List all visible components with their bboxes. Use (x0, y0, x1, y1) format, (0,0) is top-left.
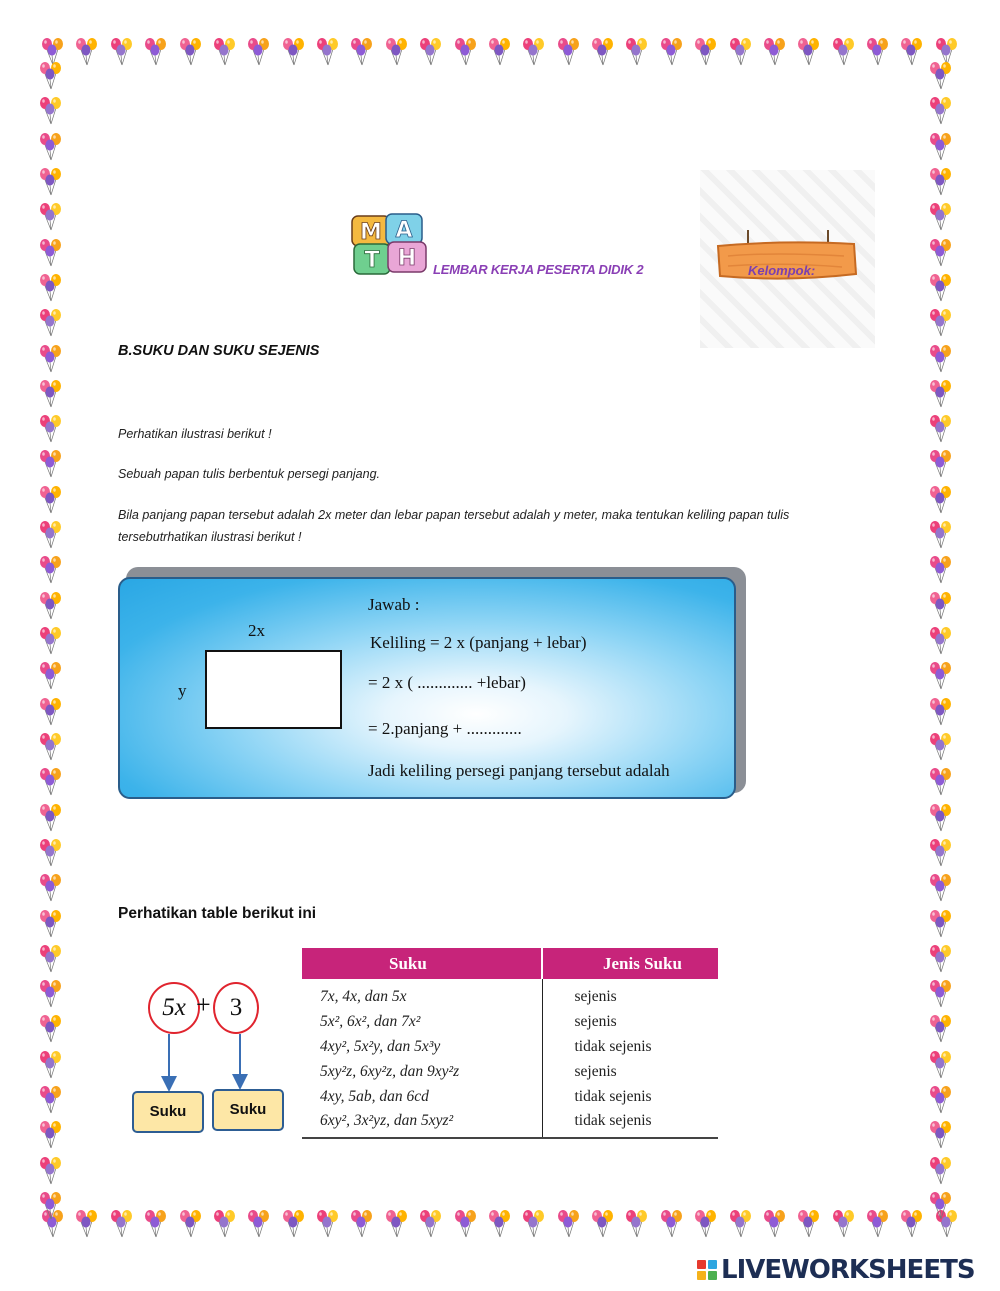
balloon-icon (36, 802, 66, 832)
balloon-icon (926, 1084, 956, 1114)
balloon-icon (36, 484, 66, 514)
balloon-icon (416, 36, 446, 66)
balloon-icon (36, 307, 66, 337)
balloon-icon (657, 36, 687, 66)
balloon-icon (485, 1208, 515, 1238)
balloon-icon (794, 36, 824, 66)
balloon-border-right (926, 60, 956, 1220)
liveworksheets-logo-icon (697, 1260, 717, 1280)
answer-line-2: = 2 x ( ............. +lebar) (368, 673, 526, 692)
balloon-icon (107, 1208, 137, 1238)
table-row (302, 1084, 718, 1109)
balloon-icon (622, 1208, 652, 1238)
balloon-icon (382, 36, 412, 66)
rect-height-label: y (178, 681, 187, 700)
cell-suku: 6xy², 3x²yz, dan 5xyz² (302, 1109, 542, 1138)
table-header-row (302, 948, 718, 979)
balloon-icon (36, 1190, 66, 1220)
cell-jenis: sejenis (574, 1012, 617, 1030)
balloon-icon (36, 237, 66, 267)
logo-letter-t: T (364, 248, 380, 273)
cell-suku: 4xy, 5ab, dan 6cd (302, 1084, 542, 1109)
balloon-icon (554, 36, 584, 66)
balloon-icon (691, 1208, 721, 1238)
expression-diagram (128, 976, 293, 1141)
balloon-icon (760, 1208, 790, 1238)
balloon-icon (36, 519, 66, 549)
balloon-icon (36, 590, 66, 620)
balloon-icon (36, 625, 66, 655)
group-sign (700, 170, 875, 348)
balloon-icon (726, 36, 756, 66)
table-row (302, 979, 718, 1009)
logo-letter-a: A (395, 218, 413, 243)
balloon-icon (794, 1208, 824, 1238)
balloon-icon (926, 731, 956, 761)
cell-jenis: sejenis (574, 987, 617, 1005)
table-row (302, 1009, 718, 1034)
balloon-icon (36, 837, 66, 867)
cell-suku: 4xy², 5x²y, dan 5x³y (302, 1034, 542, 1059)
balloon-icon (36, 660, 66, 690)
balloon-icon (863, 1208, 893, 1238)
balloon-icon (36, 448, 66, 478)
balloon-icon (926, 484, 956, 514)
balloon-icon (622, 36, 652, 66)
math-logo-icon (350, 212, 432, 276)
balloon-icon (36, 872, 66, 902)
balloon-icon (926, 837, 956, 867)
balloon-icon (36, 1049, 66, 1079)
balloon-icon (416, 1208, 446, 1238)
balloon-icon (926, 1049, 956, 1079)
logo-letter-m: M (360, 220, 382, 245)
cell-jenis: sejenis (574, 1062, 617, 1080)
balloon-icon (926, 1155, 956, 1185)
paragraph-2: Sebuah papan tulis berbentuk persegi panjang. (118, 467, 381, 481)
paragraph-1: Perhatikan ilustrasi berikut ! (118, 427, 272, 441)
worksheet-title: LEMBAR KERJA PESERTA DIDIK 2 (433, 262, 644, 277)
balloon-icon (347, 1208, 377, 1238)
balloon-icon (926, 448, 956, 478)
balloon-icon (347, 36, 377, 66)
balloon-icon (926, 766, 956, 796)
balloon-icon (863, 36, 893, 66)
logo-square-e (708, 1271, 717, 1280)
balloon-icon (210, 36, 240, 66)
balloon-icon (279, 36, 309, 66)
balloon-icon (244, 1208, 274, 1238)
balloon-icon (926, 343, 956, 373)
logo-square-l (697, 1260, 706, 1269)
balloon-icon (141, 1208, 171, 1238)
column-header-jenis: Jenis Suku (542, 948, 718, 979)
plus-operator: + (196, 990, 211, 1019)
cell-suku: 7x, 4x, dan 5x (302, 979, 542, 1009)
balloon-icon (926, 554, 956, 584)
balloon-icon (141, 36, 171, 66)
balloon-icon (926, 378, 956, 408)
balloon-icon (451, 36, 481, 66)
balloon-icon (760, 36, 790, 66)
balloon-icon (313, 1208, 343, 1238)
balloon-icon (926, 590, 956, 620)
balloon-icon (36, 95, 66, 125)
balloon-icon (36, 731, 66, 761)
section-title: B.SUKU DAN SUKU SEJENIS (118, 343, 320, 359)
balloon-icon (926, 908, 956, 938)
balloon-icon (926, 943, 956, 973)
balloon-icon (36, 908, 66, 938)
group-label: Kelompok: (748, 263, 816, 278)
balloon-icon (926, 60, 956, 90)
balloon-border-top (38, 36, 962, 66)
balloon-icon (36, 343, 66, 373)
balloon-icon (554, 1208, 584, 1238)
balloon-icon (926, 413, 956, 443)
illustration-panel (118, 577, 736, 799)
suku-box-1: Suku (132, 1091, 204, 1133)
logo-letter-h: H (397, 246, 417, 271)
balloon-icon (926, 872, 956, 902)
balloon-icon (926, 272, 956, 302)
suku-box-2: Suku (212, 1089, 284, 1131)
balloon-icon (279, 1208, 309, 1238)
cell-suku: 5xy²z, 6xy²z, dan 9xy²z (302, 1059, 542, 1084)
term-1: 5x (162, 994, 186, 1021)
answer-heading: Jawab : (368, 595, 420, 614)
balloon-icon (36, 1013, 66, 1043)
balloon-icon (926, 696, 956, 726)
balloon-icon (897, 1208, 927, 1238)
balloon-icon (451, 1208, 481, 1238)
terms-table (302, 948, 718, 1139)
answer-line-1: Keliling = 2 x (panjang + lebar) (370, 633, 587, 652)
balloon-icon (926, 1013, 956, 1043)
balloon-icon (313, 36, 343, 66)
balloon-icon (36, 1119, 66, 1149)
balloon-icon (726, 1208, 756, 1238)
balloon-icon (657, 1208, 687, 1238)
balloon-icon (519, 36, 549, 66)
balloon-icon (926, 201, 956, 231)
balloon-icon (36, 378, 66, 408)
balloon-icon (36, 696, 66, 726)
balloon-icon (485, 36, 515, 66)
balloon-icon (36, 943, 66, 973)
balloon-icon (210, 1208, 240, 1238)
balloon-icon (36, 413, 66, 443)
cell-jenis: tidak sejenis (574, 1087, 652, 1105)
balloon-icon (926, 131, 956, 161)
balloon-icon (926, 978, 956, 1008)
balloon-icon (926, 166, 956, 196)
table-row (302, 1059, 718, 1084)
table-row (302, 1034, 718, 1059)
table-heading: Perhatikan table berikut ini (118, 905, 317, 922)
balloon-icon (36, 1084, 66, 1114)
balloon-icon (382, 1208, 412, 1238)
balloon-icon (588, 36, 618, 66)
balloon-icon (36, 201, 66, 231)
logo-square-i (708, 1260, 717, 1269)
balloon-icon (72, 36, 102, 66)
balloon-icon (829, 1208, 859, 1238)
balloon-border-bottom (38, 1208, 962, 1238)
balloon-icon (176, 1208, 206, 1238)
balloon-icon (926, 307, 956, 337)
balloon-icon (36, 131, 66, 161)
logo-square-v (697, 1271, 706, 1280)
balloon-icon (926, 625, 956, 655)
table-row (302, 1109, 718, 1138)
rect-width-label: 2x (248, 621, 265, 640)
liveworksheets-watermark (697, 1255, 975, 1285)
balloon-icon (72, 1208, 102, 1238)
balloon-icon (36, 272, 66, 302)
watermark-text: LIVEWORKSHEETS (721, 1255, 975, 1285)
balloon-icon (36, 1155, 66, 1185)
balloon-icon (897, 36, 927, 66)
column-header-suku: Suku (302, 948, 542, 979)
balloon-icon (244, 36, 274, 66)
balloon-icon (926, 95, 956, 125)
cell-jenis: tidak sejenis (574, 1037, 652, 1055)
cell-jenis: tidak sejenis (542, 1109, 718, 1138)
answer-line-3: = 2.panjang + ............. (368, 719, 522, 738)
balloon-icon (926, 802, 956, 832)
balloon-icon (829, 36, 859, 66)
balloon-icon (926, 1190, 956, 1220)
balloon-icon (926, 660, 956, 690)
balloon-icon (107, 36, 137, 66)
balloon-icon (36, 766, 66, 796)
cell-suku: 5x², 6x², dan 7x² (302, 1009, 542, 1034)
balloon-border-left (36, 60, 66, 1220)
term-2: 3 (229, 994, 243, 1021)
balloon-icon (36, 166, 66, 196)
balloon-icon (519, 1208, 549, 1238)
balloon-icon (926, 1119, 956, 1149)
balloon-icon (176, 36, 206, 66)
balloon-icon (926, 519, 956, 549)
paragraph-3: Bila panjang papan tersebut adalah 2x meter dan lebar papan tersebut adalah y meter, maka tentukan keliling papan tulis tersebutrhatikan ilustrasi berikut ! (118, 508, 790, 544)
rectangle-board (205, 650, 342, 729)
balloon-icon (588, 1208, 618, 1238)
balloon-icon (926, 237, 956, 267)
balloon-icon (691, 36, 721, 66)
balloon-icon (36, 554, 66, 584)
balloon-icon (36, 978, 66, 1008)
answer-line-4: Jadi keliling persegi panjang tersebut adalah (368, 761, 670, 780)
balloon-icon (36, 60, 66, 90)
